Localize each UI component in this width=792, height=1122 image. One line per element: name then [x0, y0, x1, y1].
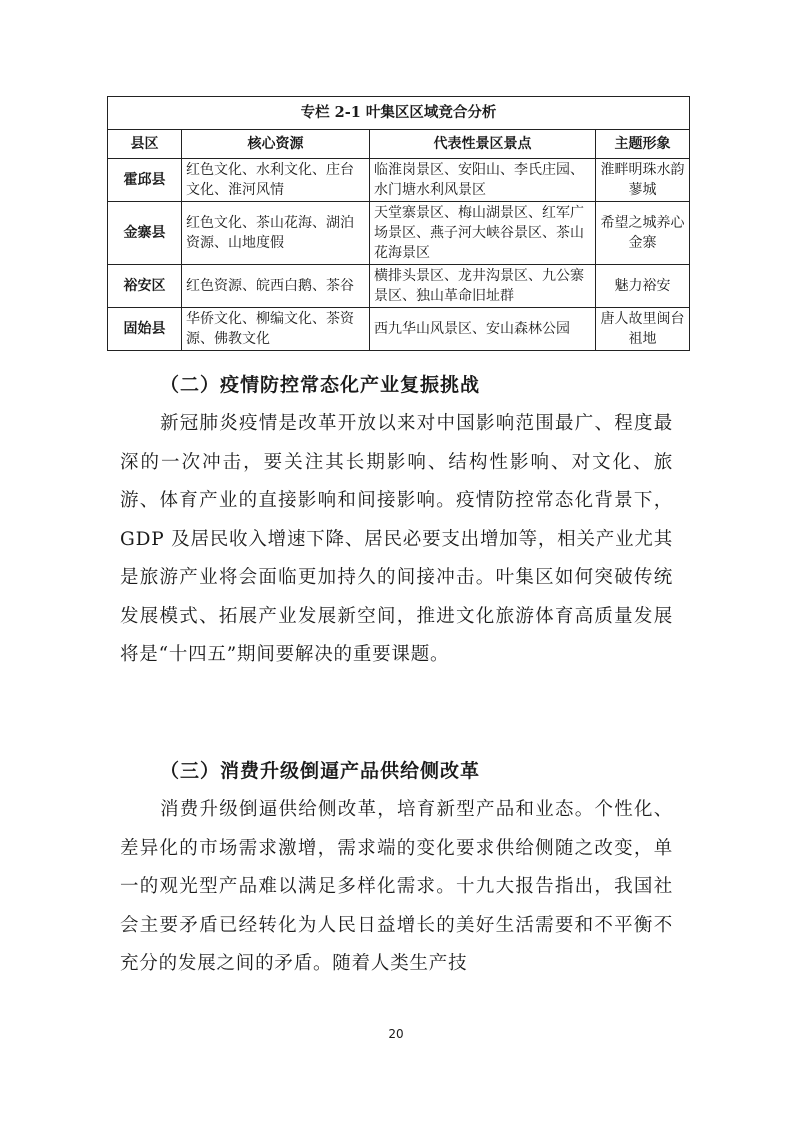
section-heading-consumption: （三）消费升级倒逼产品供给侧改革: [160, 760, 481, 782]
theme-cell: 淮畔明珠水韵蓼城: [596, 159, 690, 202]
county-cell: 金寨县: [108, 202, 182, 265]
regional-analysis-table-container: [107, 96, 689, 351]
section-heading-pandemic: （二）疫情防控常态化产业复振挑战: [160, 374, 481, 396]
resources-cell: 红色文化、水利文化、庄台文化、淮河风情: [182, 159, 370, 202]
county-cell: 固始县: [108, 308, 182, 351]
scenic-cell: 临淮岗景区、安阳山、李氏庄园、水门塘水利风景区: [370, 159, 596, 202]
header-county: 县区: [108, 130, 182, 159]
resources-cell: 红色资源、皖西白鹅、茶谷: [182, 265, 370, 308]
scenic-cell: 横排头景区、龙井沟景区、九公寨景区、独山革命旧址群: [370, 265, 596, 308]
section-paragraph-pandemic: 新冠肺炎疫情是改革开放以来对中国影响范围最广、程度最深的一次冲击，要关注其长期影响、结构性影响、对文化、旅游、体育产业的直接影响和间接影响。疫情防控常态化背景下，GDP 及居民收入增速下降、居民必要支出增加等，相关产业尤其是旅游产业将会面临更加持久的间接冲击。叶集区如何突破传统发展模式、拓展产业发展新空间，推进文化旅游体育高质量发展将是“十四五”期间要解决的重要课题。: [120, 413, 673, 665]
header-scenic-spots: 代表性景区景点: [370, 130, 596, 159]
county-cell: 霍邱县: [108, 159, 182, 202]
table-row: [108, 202, 690, 265]
scenic-cell: 天堂寨景区、梅山湖景区、红军广场景区、燕子河大峡谷景区、茶山花海景区: [370, 202, 596, 265]
regional-analysis-table: [107, 96, 690, 351]
resources-cell: 华侨文化、柳编文化、茶资源、佛教文化: [182, 308, 370, 351]
table-title: 专栏 2-1 叶集区区域竞合分析: [108, 97, 690, 130]
header-theme-image: 主题形象: [596, 130, 690, 159]
header-core-resources: 核心资源: [182, 130, 370, 159]
table-row: [108, 265, 690, 308]
theme-cell: 魅力裕安: [596, 265, 690, 308]
section-paragraph-consumption: 消费升级倒逼供给侧改革，培育新型产品和业态。个性化、差异化的市场需求激增，需求端的变化要求供给侧随之改变，单一的观光型产品难以满足多样化需求。十九大报告指出，我国社会主要矛盾已经转化为人民日益增长的美好生活需要和不平衡不充分的发展之间的矛盾。随着人类生产技: [120, 799, 673, 974]
scenic-cell: 西九华山风景区、安山森林公园: [370, 308, 596, 351]
resources-cell: 红色文化、茶山花海、湖泊资源、山地度假: [182, 202, 370, 265]
table-header-row: [108, 130, 690, 159]
page-number: 20: [388, 1027, 404, 1041]
table-row: [108, 159, 690, 202]
theme-cell: 唐人故里闽台祖地: [596, 308, 690, 351]
table-row: [108, 308, 690, 351]
county-cell: 裕安区: [108, 265, 182, 308]
theme-cell: 希望之城养心金寨: [596, 202, 690, 265]
